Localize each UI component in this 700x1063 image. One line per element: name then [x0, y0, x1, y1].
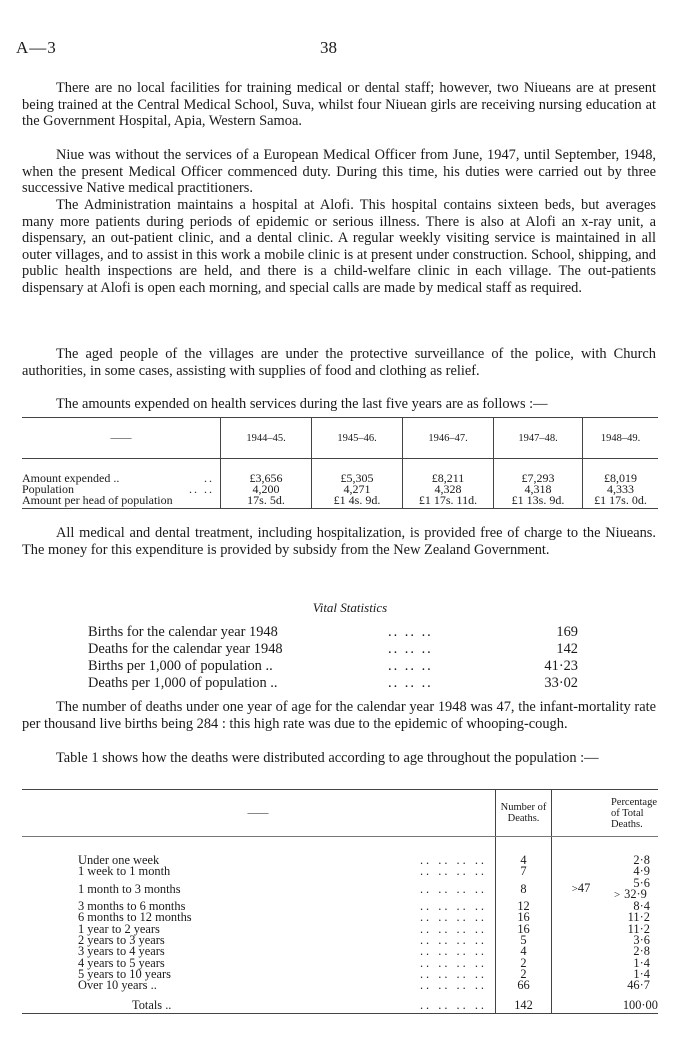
- leader-dots: .. .. .. ..: [419, 921, 488, 936]
- table-row: [22, 495, 658, 509]
- year-header: 1945–46.: [312, 418, 403, 459]
- leader-dots: .. .. .. ..: [419, 955, 488, 970]
- vital-stat-value: 142: [556, 641, 578, 657]
- bracket-cell: [552, 912, 610, 923]
- table-row: [22, 837, 658, 867]
- row-label: Amount per head of population: [22, 493, 173, 507]
- leader-dots: .. .. .. ..: [419, 978, 488, 993]
- death-percent: 3·6: [633, 933, 650, 948]
- bracket-cell: [552, 878, 610, 902]
- value-cell: £1 4s. 9d.: [312, 495, 403, 509]
- deaths-count: 12: [496, 901, 552, 912]
- deaths-count: 66: [496, 980, 552, 991]
- bracket-cell: [552, 901, 610, 912]
- paragraph-expenditure-intro: The amounts expended on health services during the last five years are as follows :—: [56, 396, 548, 412]
- value-cell: 4,328: [403, 484, 494, 495]
- age-group-label: 6 months to 12 months: [78, 910, 192, 925]
- leader-dots: .. .. ..: [388, 658, 433, 674]
- infant-percent-total: 32·9: [624, 886, 647, 901]
- death-percent: 5·6: [633, 875, 650, 890]
- page-number: 38: [320, 38, 337, 57]
- deaths-count: 8: [496, 878, 552, 902]
- age-group-label: 1 week to 1 month: [78, 864, 171, 879]
- deaths-corner: ——: [22, 790, 496, 837]
- table-row: [22, 459, 658, 485]
- page-reference: A—3: [16, 38, 57, 57]
- expenditure-table: [22, 417, 658, 509]
- age-group-label: 1 month to 3 months: [78, 881, 181, 896]
- table-row: [22, 980, 658, 991]
- paragraph-hospital: The Administration maintains a hospital at Alofi. This hospital contains sixteen beds, but averages many more patients during periods of epidemic or serious illness. There is also at Alofi an x-ray unit, a dispensary, an out-patient clinic, and a dental clinic. A regular weekly visiting service is maintained in all outer villages, and to assist in this work a mobile clinic is at present under construction. School, shipping, and public health inspections are held, and there is a child-welfare clinic in each village. The out-patients dispensary at Alofi is open each morning, and special calls are made by medical staff as required.: [22, 197, 656, 296]
- deaths-header-row: [22, 790, 658, 837]
- bracket-cell: [552, 958, 610, 969]
- bracket-cell: [552, 924, 610, 935]
- deaths-table-body: [22, 837, 658, 1014]
- death-percent: 2·8: [633, 853, 650, 867]
- value-cell: 4,318: [494, 484, 583, 495]
- bracket-cell: [552, 980, 610, 991]
- death-percent: 11·2: [627, 910, 650, 925]
- death-percent: 1·4: [633, 955, 650, 970]
- paragraph-medical-officer: Niue was without the services of a European Medical Officer from June, 1947, until September, 1948, when the present Medical Officer commenced duty. During this time, his duties were carried out by three successive Native medical practitioners.: [22, 147, 656, 196]
- vital-stat-label: Deaths for the calendar year 1948: [88, 641, 283, 657]
- total-percent: 100·00: [622, 997, 658, 1012]
- value-cell: £1 13s. 9d.: [494, 495, 583, 509]
- totals-label-cell: [22, 992, 496, 1014]
- leader-dots: ..: [204, 471, 214, 485]
- age-group-cell: [22, 980, 496, 991]
- bracket-cell: [552, 837, 610, 867]
- vital-stat-row: [88, 675, 578, 692]
- vital-stat-label: Deaths per 1,000 of population ..: [88, 675, 278, 691]
- value-cell: £1 17s. 11d.: [403, 495, 494, 509]
- percent-cell: [610, 837, 658, 867]
- death-percent: 2·8: [633, 944, 650, 959]
- vital-stat-row: [88, 658, 578, 675]
- expenditure-corner: ——: [22, 418, 221, 459]
- percent-cell: [610, 980, 658, 991]
- deaths-by-age-table: [22, 789, 658, 1014]
- leader-dots: .. .. .. ..: [419, 933, 488, 948]
- paragraph-infant-mortality: The number of deaths under one year of age for the calendar year 1948 was 47, the infant-mortality rate per thousand live births being 284 : this high rate was due to the epidemic of whooping-cough.: [22, 699, 656, 732]
- death-percent: 11·2: [627, 921, 650, 936]
- value-cell: £5,305: [312, 459, 403, 485]
- vital-stat-label: Births for the calendar year 1948: [88, 624, 278, 640]
- year-header: 1947–48.: [494, 418, 583, 459]
- deaths-count: 7: [496, 866, 552, 877]
- death-percent: 46·7: [627, 978, 650, 993]
- age-group-cell: [22, 878, 496, 902]
- row-label: Amount expended ..: [22, 471, 120, 485]
- deaths-count: 16: [496, 924, 552, 935]
- age-group-label: 2 years to 3 years: [78, 933, 165, 948]
- percent-cell: [610, 875, 658, 902]
- year-header: 1946–47.: [403, 418, 494, 459]
- age-group-label: 1 year to 2 years: [78, 921, 160, 936]
- leader-dots: .. .. ..: [388, 641, 433, 657]
- totals-row: [22, 992, 658, 1014]
- table-row: [22, 878, 658, 902]
- percent-cell: [610, 992, 658, 1014]
- row-label: Population: [22, 482, 75, 496]
- value-cell: 4,333: [583, 484, 659, 495]
- death-percent: 1·4: [633, 966, 650, 981]
- value-cell: £8,019: [583, 459, 659, 485]
- deaths-count: 4: [496, 946, 552, 957]
- total-deaths: 142: [496, 992, 552, 1014]
- death-percent: 8·4: [633, 899, 650, 914]
- age-group-label: Over 10 years ..: [78, 978, 157, 993]
- vital-stat-label: Births per 1,000 of population ..: [88, 658, 273, 674]
- leader-dots: .. .. .. ..: [419, 910, 488, 925]
- age-group-label: 5 years to 10 years: [78, 966, 171, 981]
- deaths-count: 5: [496, 935, 552, 946]
- leader-dots: .. .. .. ..: [419, 853, 488, 867]
- leader-dots: .. .. .. ..: [419, 944, 488, 959]
- value-cell: £8,211: [403, 459, 494, 485]
- age-group-cell: [22, 866, 496, 877]
- paragraph-table1-intro: Table 1 shows how the deaths were distributed according to age throughout the population :—: [56, 750, 599, 766]
- leader-dots: .. .. .. ..: [419, 881, 488, 896]
- leader-dots: .. .. .. ..: [419, 899, 488, 914]
- deaths-count: 4: [496, 837, 552, 867]
- bracket-cell: [552, 935, 610, 946]
- leader-dots: .. .. .. ..: [419, 864, 488, 879]
- age-group-label: 4 years to 5 years: [78, 955, 165, 970]
- year-header: 1948–49.: [583, 418, 659, 459]
- age-group-label: Under one week: [78, 853, 160, 867]
- row-label-cell: [22, 495, 221, 509]
- value-cell: 4,200: [221, 484, 312, 495]
- paragraph-training: There are no local facilities for training medical or dental staff; however, two Niueans are at present being trained at the Central Medical School, Suva, whilst four Niuean girls are receiving nursing education at the Government Hospital, Apia, Western Samoa.: [22, 80, 656, 129]
- spacer-header: [552, 790, 610, 837]
- value-cell: £1 17s. 0d.: [583, 495, 659, 509]
- leader-dots: .. ..: [189, 482, 214, 496]
- bracket-cell: [552, 992, 610, 1014]
- paragraph-aged-people: The aged people of the villages are under the protective surveillance of the police, with Church authorities, in some cases, assisting with supplies of food and clothing as relief.: [22, 346, 656, 379]
- year-header: 1944–45.: [221, 418, 312, 459]
- age-group-cell: [22, 837, 496, 867]
- infant-deaths-total: 47: [577, 881, 591, 896]
- deaths-count: 2: [496, 969, 552, 980]
- bracket-cell: [552, 866, 610, 877]
- infant-brace-icon: >: [571, 883, 578, 896]
- table-row: [22, 866, 658, 877]
- expenditure-header-row: [22, 418, 658, 459]
- age-group-label: 3 years to 4 years: [78, 944, 165, 959]
- value-cell: 4,271: [312, 484, 403, 495]
- value-cell: 17s. 5d.: [221, 495, 312, 509]
- vital-statistics-title: Vital Statistics: [312, 600, 388, 615]
- vital-stat-value: 33·02: [544, 675, 578, 691]
- number-of-deaths-header: Number of Deaths.: [496, 790, 552, 837]
- totals-label: Totals ..: [132, 997, 172, 1012]
- value-cell: £7,293: [494, 459, 583, 485]
- bracket-cell: [552, 946, 610, 957]
- leader-dots: .. .. .. ..: [419, 966, 488, 981]
- paragraph-free-treatment: All medical and dental treatment, including hospitalization, is provided free of charge to the Niueans. The money for this expenditure is provided by subsidy from the New Zealand Government.: [22, 525, 656, 558]
- deaths-count: 16: [496, 912, 552, 923]
- bracket-cell: [552, 969, 610, 980]
- leader-dots: .. .. .. ..: [419, 997, 488, 1012]
- row-label-cell: [22, 459, 221, 485]
- death-percent: 4·9: [633, 864, 650, 879]
- infant-brace-icon: >: [613, 888, 621, 901]
- percentage-header: Percentage of Total Deaths.: [610, 790, 658, 837]
- vital-stat-value: 41·23: [544, 658, 578, 674]
- leader-dots: .. .. ..: [388, 675, 433, 691]
- vital-stat-row: [88, 641, 578, 658]
- age-group-label: 3 months to 6 months: [78, 899, 186, 914]
- value-cell: £3,656: [221, 459, 312, 485]
- deaths-count: 2: [496, 958, 552, 969]
- vital-stat-value: 169: [556, 624, 578, 640]
- leader-dots: .. .. ..: [388, 624, 433, 640]
- vital-stat-row: [88, 624, 578, 641]
